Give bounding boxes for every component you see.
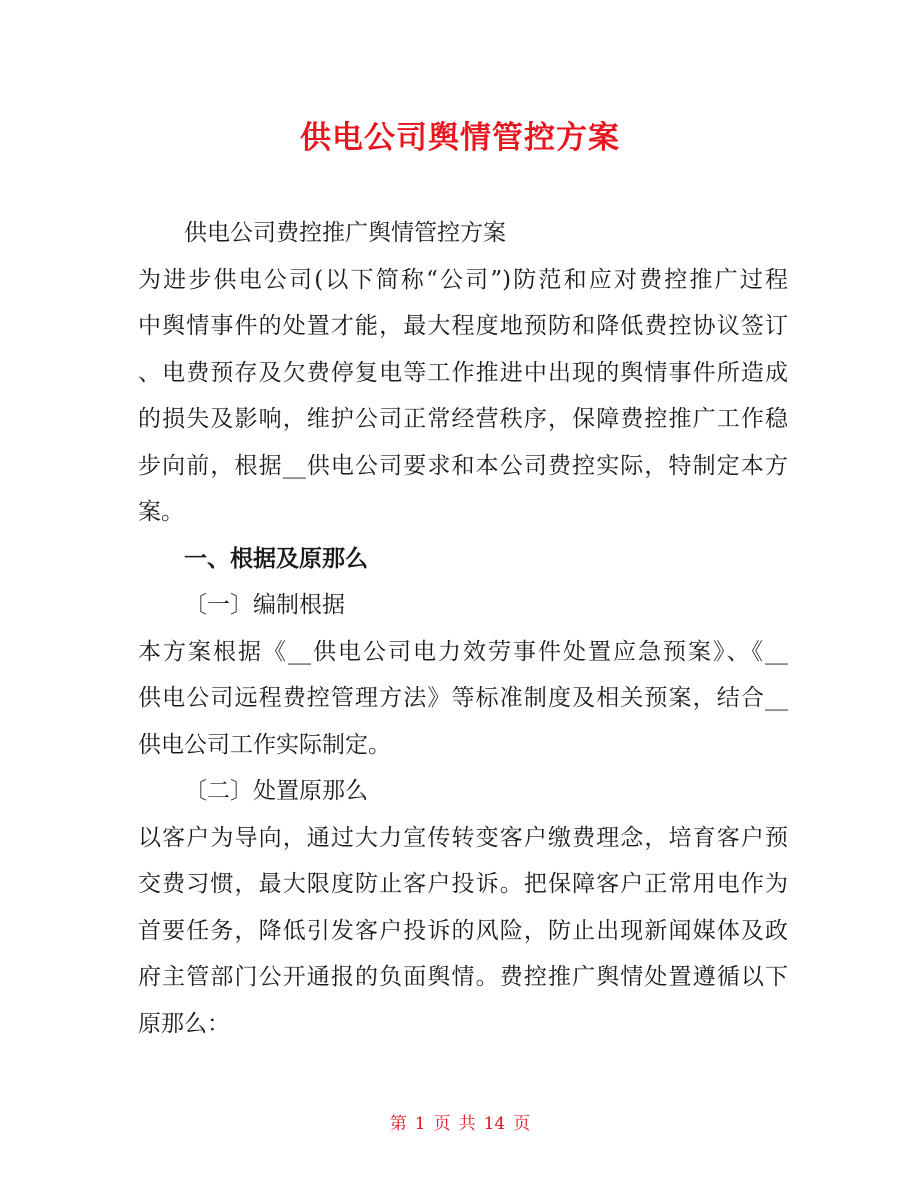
page-label-mid2: 共 [458, 1114, 476, 1134]
subsection-heading: 〔二〕处置原那么 [184, 778, 368, 804]
paragraph-line: 案。 [138, 499, 184, 525]
page-footer [0, 1112, 920, 1136]
paragraph-line: 供电公司远程费控管理方法》等标准制度及相关预案，结合__ [138, 685, 788, 711]
paragraph-line: 供电公司工作实际制定。 [138, 731, 391, 758]
paragraph-line: 交费习惯，最大限度防止客户投诉。把保障客户正常用电作为 [138, 871, 788, 897]
paragraph-line: 以客户为导向，通过大力宣传转变客户缴费理念，培育客户预 [138, 824, 788, 851]
document-body [138, 210, 788, 1047]
paragraph-line: 的损失及影响，维护公司正常经营秩序，保障费控推广工作稳 [138, 406, 788, 432]
paragraph-line: 原那么： [138, 1010, 230, 1037]
paragraph-line: 为进步供电公司(以下简称“公司”)防范和应对费控推广过程 [138, 266, 788, 293]
page-current: 1 [414, 1114, 426, 1134]
page-label-suffix: 页 [513, 1114, 531, 1134]
page-label-prefix: 第 [389, 1114, 407, 1134]
paragraph-line: 府主管部门公开通报的负面舆情。费控推广舆情处置遵循以下 [138, 964, 788, 990]
paragraph-line: 步向前，根据__供电公司要求和本公司费控实际，特制定本方 [138, 452, 788, 479]
section-heading: 一、根据及原那么 [184, 544, 368, 572]
paragraph-line: 中舆情事件的处置才能，最大程度地预防和降低费控协议签订 [138, 313, 788, 339]
paragraph-line: 本方案根据《__供电公司电力效劳事件处置应急预案》、《__ [138, 638, 788, 665]
paragraph-line: 首要任务，降低引发客户投诉的风险，防止出现新闻媒体及政 [138, 917, 788, 944]
page-total: 14 [483, 1114, 506, 1134]
subsection-heading: 〔一〕编制根据 [184, 592, 345, 618]
document-title: 供电公司舆情管控方案 [300, 120, 620, 156]
page-label-mid1: 页 [433, 1114, 451, 1134]
subtitle-line: 供电公司费控推广舆情管控方案 [184, 220, 506, 246]
paragraph-line: 、电费预存及欠费停复电等工作推进中出现的舆情事件所造成 [138, 359, 788, 386]
